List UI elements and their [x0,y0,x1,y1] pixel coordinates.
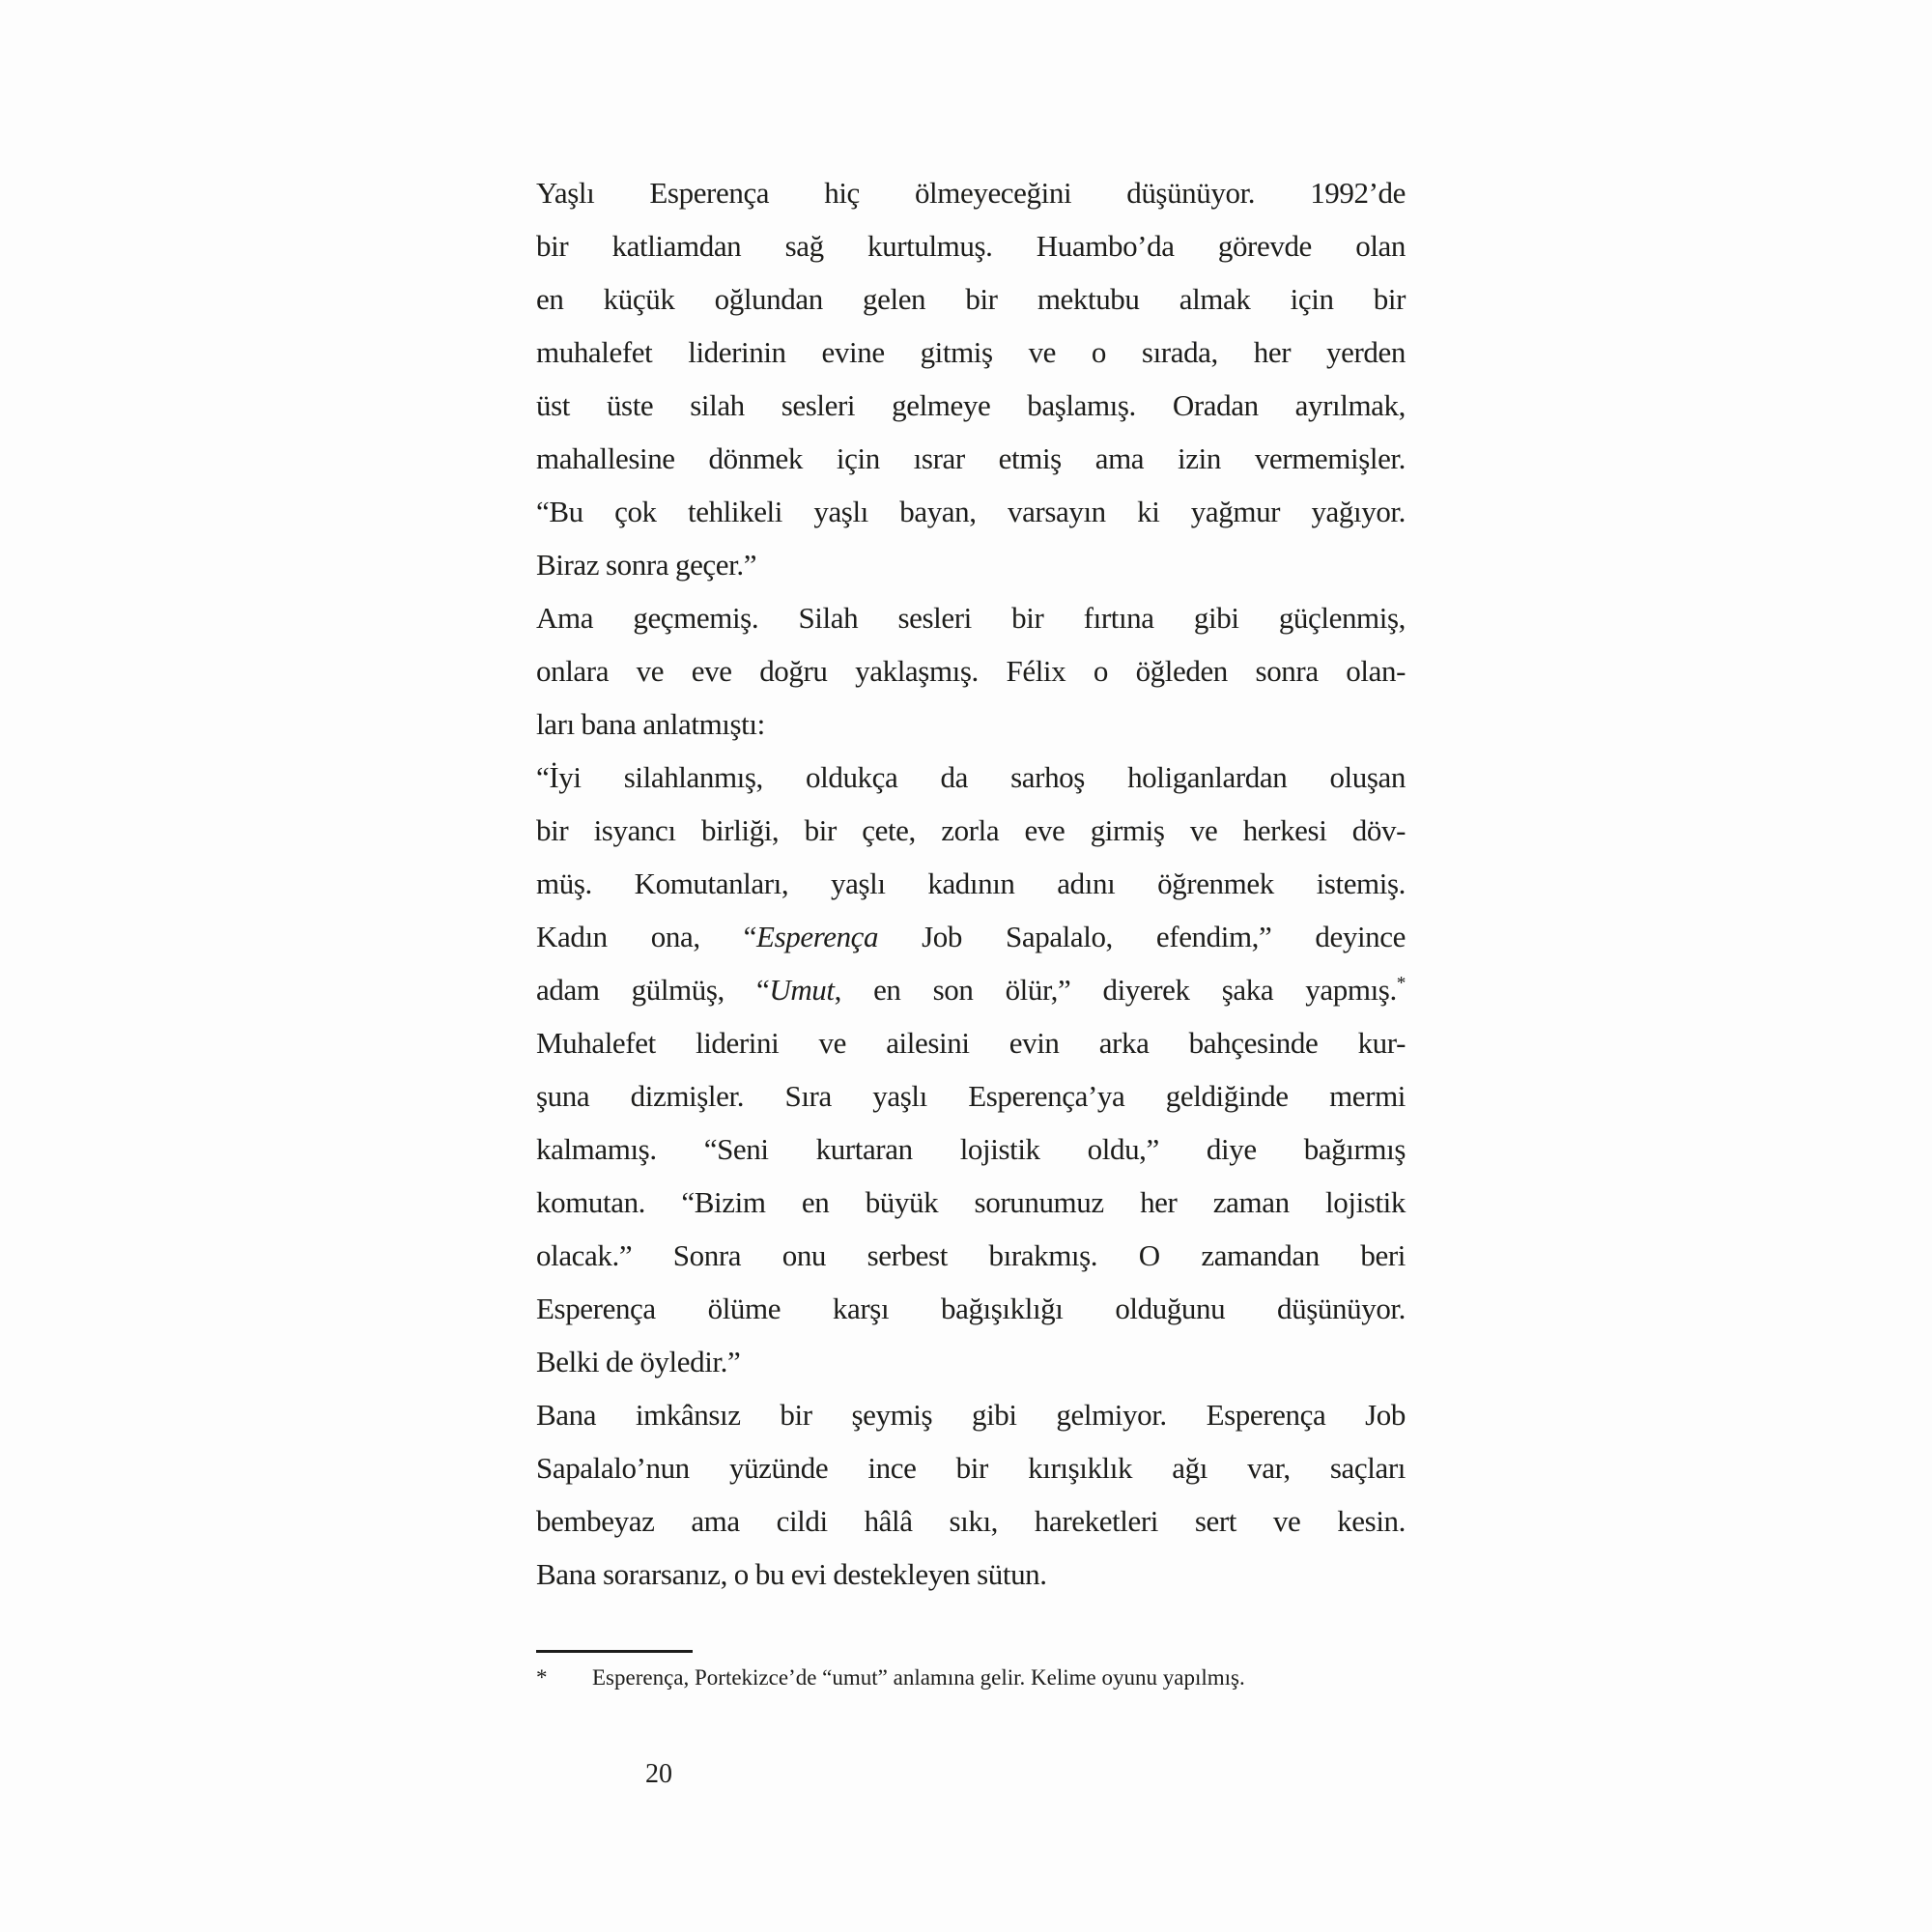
text-segment: “Bu çok tehlikeli yaşlı bayan, varsayın ki yağmur yağıyor. [536,495,1406,528]
text-segment: Bana imkânsız bir şeymiş gibi gelmiyor. Esperença Job [536,1398,1406,1432]
text-segment: komutan. “Bizim en büyük sorunumuz her zaman lojistik [536,1185,1406,1219]
text-segment: Muhalefet liderini ve ailesini evin arka bahçesinde kur- [536,1026,1406,1060]
text-line [536,1176,1406,1229]
text-segment: Biraz sonra geçer.” [536,548,757,582]
text-segment: üst üste silah sesleri gelmeye başlamış. Oradan ayrılmak, [536,388,1406,422]
footnote-text: Esperença, Portekizce’de “umut” anlamına gelir. Kelime oyunu yapılmış. [592,1665,1245,1690]
text-segment: Esperença ölüme karşı bağışıklığı olduğunu düşünüyor. [536,1292,1406,1325]
text-segment: adam gülmüş, “ [536,973,770,1007]
text-line [536,857,1406,910]
text-segment: Bana sorarsanız, o bu evi destekleyen sütun. [536,1557,1047,1591]
text-line [536,1388,1406,1441]
text-line [536,1069,1406,1122]
footnote-marker: * [536,1665,548,1690]
text-line [536,697,1406,751]
text-line [536,963,1406,1016]
footnote-separator-rule [536,1650,693,1653]
text-line [536,1229,1406,1282]
text-segment: kalmamış. “Seni kurtaran lojistik oldu,” diye bağırmış [536,1132,1406,1166]
text-line [536,432,1406,485]
footnote [536,1663,1425,1692]
text-segment: olacak.” Sonra onu serbest bırakmış. O zamandan beri [536,1238,1406,1272]
text-line [536,485,1406,538]
page-number: 20 [645,1759,672,1789]
text-segment: bir isyancı birliği, bir çete, zorla eve girmiş ve herkesi döv- [536,813,1406,847]
text-line [536,1122,1406,1176]
text-line [536,166,1406,219]
italic-text: Umut [769,973,835,1007]
footnote-reference-marker: * [1396,973,1406,994]
text-segment: şuna dizmişler. Sıra yaşlı Esperença’ya geldiğinde mermi [536,1079,1406,1113]
text-segment: bembeyaz ama cildi hâlâ sıkı, hareketleri sert ve kesin. [536,1504,1406,1538]
text-line [536,804,1406,857]
text-segment: “İyi silahlanmış, oldukça da sarhoş holiganlardan oluşan [536,760,1406,794]
text-segment: Yaşlı Esperença hiç ölmeyeceğini düşünüyor. 1992’de [536,176,1406,210]
text-line [536,1548,1406,1601]
text-segment: Job Sapalalo, efendim,” deyince [878,920,1406,953]
text-line [536,751,1406,804]
text-segment: muhalefet liderinin evine gitmiş ve o sırada, her yerden [536,335,1406,369]
text-line [536,272,1406,326]
text-line [536,1494,1406,1548]
text-line [536,644,1406,697]
text-segment: , en son ölür,” diyerek şaka yapmış. [834,973,1397,1007]
text-line [536,910,1406,963]
text-line [536,591,1406,644]
text-segment: Sapalalo’nun yüzünde ince bir kırışıklık ağı var, saçları [536,1451,1406,1485]
text-segment: en küçük oğlundan gelen bir mektubu almak için bir [536,282,1406,316]
text-line [536,538,1406,591]
italic-text: Esperença [756,920,879,953]
body-text [536,166,1406,1601]
text-line [536,379,1406,432]
text-segment: Ama geçmemiş. Silah sesleri bir fırtına gibi güçlenmiş, [536,601,1406,635]
text-segment: müş. Komutanları, yaşlı kadının adını öğrenmek istemiş. [536,867,1406,900]
text-segment: onlara ve eve doğru yaklaşmış. Félix o öğleden sonra olan- [536,654,1406,688]
text-segment: ları bana anlatmıştı: [536,707,765,741]
text-segment: bir katliamdan sağ kurtulmuş. Huambo’da görevde olan [536,229,1406,263]
text-line [536,1016,1406,1069]
text-segment: Kadın ona, “ [536,920,757,953]
text-line [536,219,1406,272]
text-line [536,1441,1406,1494]
text-line [536,1282,1406,1335]
text-line [536,326,1406,379]
text-segment: mahallesine dönmek için ısrar etmiş ama izin vermemişler. [536,441,1406,475]
text-segment: Belki de öyledir.” [536,1345,741,1378]
text-line [536,1335,1406,1388]
